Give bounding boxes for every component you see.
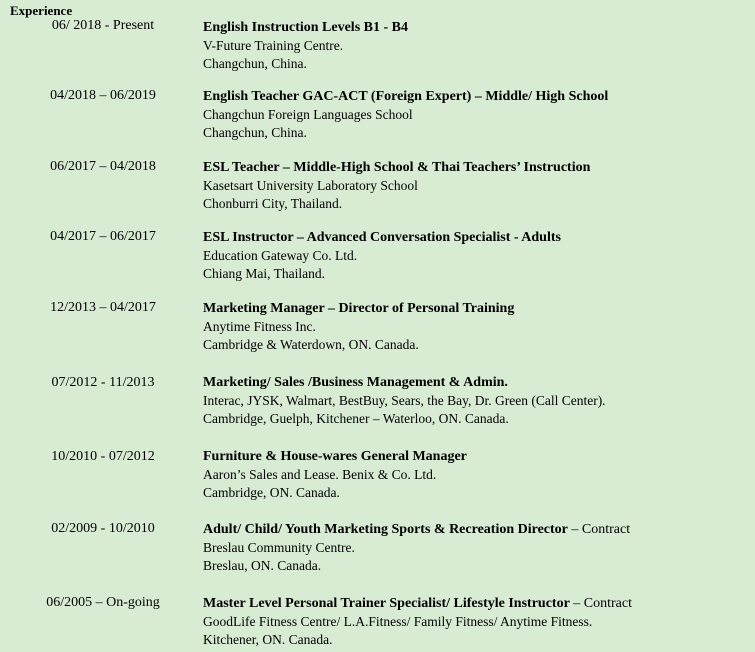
entry-location: Cambridge, ON. Canada. [203, 485, 340, 500]
entry-title [203, 87, 608, 106]
entry-title-text: ESL Teacher – Middle-High School & Thai Teachers’ Instruction [203, 160, 591, 175]
entry-details [203, 520, 630, 575]
entry-title-text: English Instruction Levels B1 - B4 [203, 20, 408, 35]
entry-location: Chonburri City, Thailand. [203, 196, 343, 211]
entry-title [203, 373, 606, 392]
entry-title-text: Adult/ Child/ Youth Marketing Sports & Recreation Director [203, 522, 568, 537]
entry-organization: GoodLife Fitness Centre/ L.A.Fitness/ Family Fitness/ Anytime Fitness. [203, 614, 593, 629]
entry-title-suffix: – Contract [569, 596, 633, 611]
entry-dates: 06/ 2018 - Present [51, 18, 155, 33]
entry-organization: Education Gateway Co. Ltd. [203, 248, 358, 263]
entry-dates: 06/2017 – 04/2018 [50, 159, 156, 174]
entry-title-text: English Teacher GAC-ACT (Foreign Expert) – Middle/ High School [203, 89, 609, 104]
entry-dates: 04/2018 – 06/2019 [50, 88, 156, 103]
entry-title-text: Master Level Personal Trainer Specialist/ Lifestyle Instructor [203, 596, 570, 611]
entry-title-text: Furniture & House-wares General Manager [203, 449, 467, 464]
entry-details [203, 594, 632, 649]
entry-location: Cambridge & Waterdown, ON. Canada. [203, 337, 419, 352]
entry-title [203, 447, 467, 466]
entry-title [203, 228, 561, 247]
entry-title [203, 299, 514, 318]
entry-location: Kitchener, ON. Canada. [203, 632, 333, 647]
entry-title-text: Marketing/ Sales /Business Management & Admin. [203, 375, 508, 390]
entry-organization: Changchun Foreign Languages School [203, 107, 413, 122]
entry-dates: 02/2009 - 10/2010 [51, 521, 155, 536]
entry-title-suffix: – Contract [567, 522, 631, 537]
entry-dates: 06/2005 – On-going [46, 595, 160, 610]
entry-location: Cambridge, Guelph, Kitchener – Waterloo, ON. Canada. [203, 411, 509, 426]
entry-location: Changchun, China. [203, 125, 307, 140]
entry-organization: Anytime Fitness Inc. [203, 319, 316, 334]
entry-details [203, 158, 590, 213]
entry-organization: Breslau Community Centre. [203, 540, 355, 555]
entry-location: Changchun, China. [203, 56, 307, 71]
entry-title [203, 158, 590, 177]
entry-dates: 07/2012 - 11/2013 [51, 375, 155, 390]
entry-details [203, 373, 606, 428]
entry-title [203, 594, 632, 613]
entry-organization: Aaron’s Sales and Lease. Benix & Co. Ltd. [203, 467, 437, 482]
entry-title [203, 520, 630, 539]
entry-organization: Interac, JYSK, Walmart, BestBuy, Sears, the Bay, Dr. Green (Call Center). [203, 393, 606, 408]
entry-details [203, 447, 467, 502]
entry-location: Chiang Mai, Thailand. [203, 266, 325, 281]
section-heading: Experience [10, 3, 73, 18]
entry-location: Breslau, ON. Canada. [203, 558, 322, 573]
entry-details [203, 87, 608, 142]
entry-dates: 04/2017 – 06/2017 [50, 229, 156, 244]
entry-title-text: Marketing Manager – Director of Personal Training [203, 301, 515, 316]
entry-details [203, 299, 514, 354]
entry-organization: V-Future Training Centre. [203, 38, 344, 53]
entry-dates: 12/2013 – 04/2017 [50, 300, 156, 315]
entry-organization: Kasetsart University Laboratory School [203, 178, 418, 193]
entry-title [203, 18, 408, 37]
entry-dates: 10/2010 - 07/2012 [51, 449, 155, 464]
entry-details [203, 18, 408, 73]
entry-details [203, 228, 561, 283]
entry-title-text: ESL Instructor – Advanced Conversation Specialist - Adults [203, 230, 561, 245]
